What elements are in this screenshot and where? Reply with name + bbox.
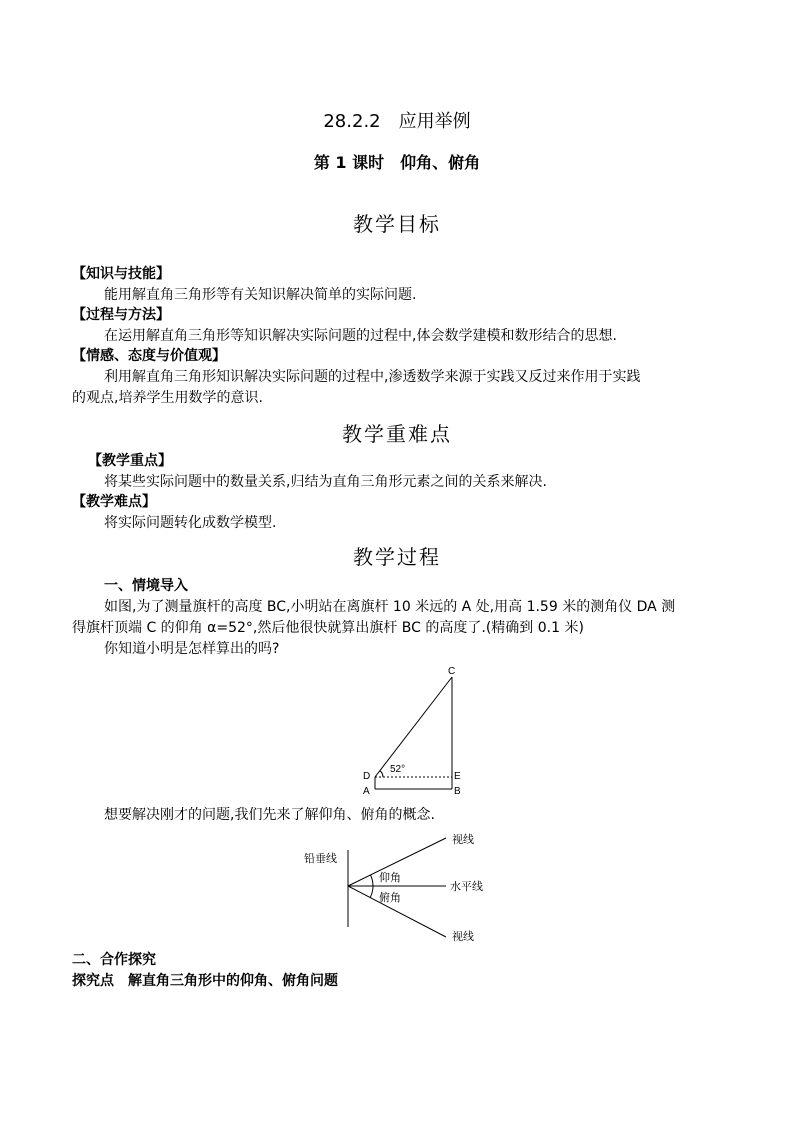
- elevation-label: 仰角: [379, 872, 401, 884]
- intro-line1: 如图,为了测量旗杆的高度 BC,小明站在离旗杆 10 米远的 A 处,用高 1.59 米的测角仪 DA 测: [104, 599, 676, 615]
- depression-label: 俯角: [379, 892, 401, 904]
- intro-label: 一、情境导入: [104, 578, 188, 594]
- elevation-arc: [371, 875, 374, 886]
- label-c: C: [448, 666, 456, 677]
- horizontal-label: 水平线: [450, 881, 483, 893]
- angle-arc: [380, 771, 383, 777]
- sight-line-bottom-label: 视线: [452, 931, 474, 943]
- section2-label: 二、合作探究: [72, 952, 156, 968]
- transition-text: 想要解决刚才的问题,我们先来了解仰角、俯角的概念.: [104, 807, 435, 823]
- intro-line2: 得旗杆顶端 C 的仰角 α=52°,然后他很快就算出旗杆 BC 的高度了.(精确到 0.1 米): [72, 620, 584, 636]
- difficulty-label: 【教学难点】: [72, 494, 156, 510]
- depression-arc: [370, 886, 373, 898]
- focus-label: 【教学重点】: [88, 453, 172, 469]
- keypoints-heading: 教学重难点: [342, 422, 452, 446]
- focus-text: 将某些实际问题中的数量关系,归结为直角三角形元素之间的关系来解决.: [104, 474, 547, 490]
- label-e: E: [454, 771, 461, 782]
- page-title: 28.2.2 应用举例: [323, 111, 471, 132]
- label-b: B: [454, 786, 461, 797]
- objectives-heading: 教学目标: [353, 212, 441, 236]
- emotion-text-line2: 的观点,培养学生用数学的意识.: [72, 390, 263, 406]
- angle-label: 52°: [390, 764, 406, 775]
- difficulty-text: 将实际问题转化成数学模型.: [104, 515, 277, 531]
- explore-label: 探究点 解直角三角形中的仰角、俯角问题: [72, 973, 338, 989]
- lesson-subtitle: 第 1 课时 仰角、俯角: [313, 153, 481, 172]
- emotion-text-line1: 利用解直角三角形知识解决实际问题的过程中,渗透数学来源于实践又反过来作用于实践: [104, 369, 641, 385]
- knowledge-label: 【知识与技能】: [72, 266, 170, 282]
- knowledge-text: 能用解直角三角形等有关知识解决简单的实际问题.: [104, 287, 417, 303]
- elevation-depression-figure: [300, 828, 500, 946]
- label-d: D: [363, 771, 371, 782]
- intro-question: 你知道小明是怎样算出的吗?: [104, 641, 280, 657]
- plumb-line-label: 铅垂线: [304, 853, 337, 865]
- sight-line-top-label: 视线: [452, 834, 474, 846]
- process-heading: 教学过程: [353, 545, 441, 569]
- process-text: 在运用解直角三角形等知识解决实际问题的过程中,体会数学建模和数形结合的思想.: [104, 328, 617, 344]
- emotion-label: 【情感、态度与价值观】: [72, 348, 226, 364]
- process-label: 【过程与方法】: [72, 307, 170, 323]
- flagpole-triangle-figure: [355, 660, 475, 800]
- sight-line-dc: [375, 677, 452, 777]
- label-a: A: [363, 786, 370, 797]
